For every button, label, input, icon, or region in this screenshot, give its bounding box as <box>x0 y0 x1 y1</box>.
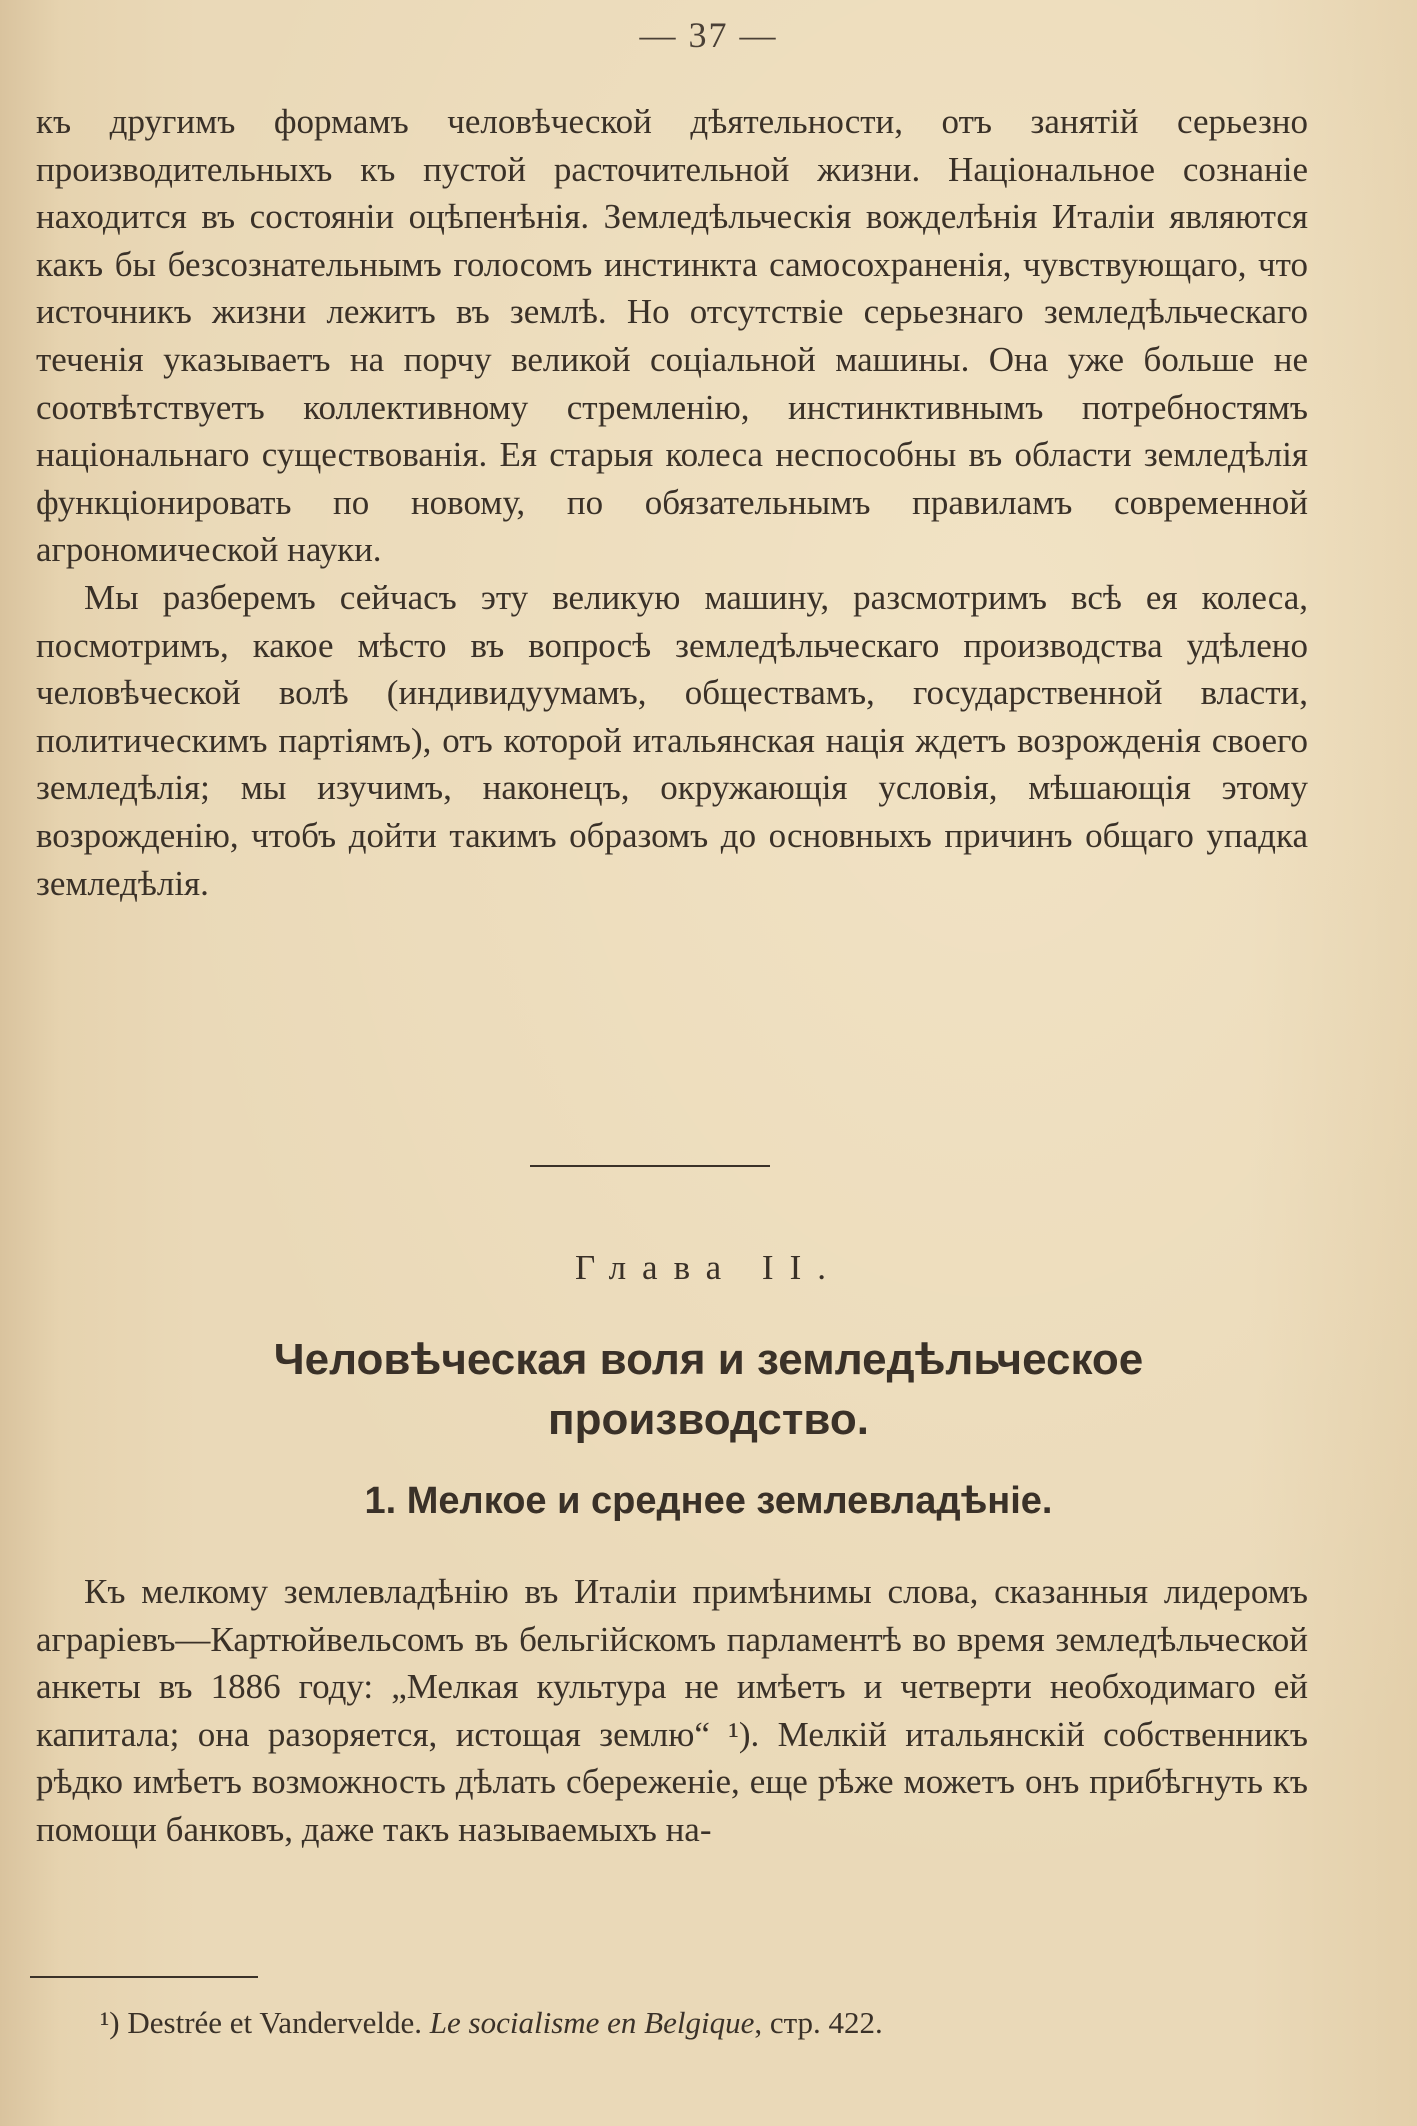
footnote-title: Le socialisme en Belgique <box>429 2005 755 2040</box>
page-number: — 37 — <box>639 15 778 55</box>
footnote-marker: ¹) <box>100 2005 120 2040</box>
chapter-title <box>0 1330 1417 1450</box>
footnote-divider <box>30 1976 258 1978</box>
footnote <box>100 2005 883 2041</box>
chapter-title-line: Человѣческая воля и земледѣльческое <box>273 1335 1144 1384</box>
paragraph: Къ мелкому землевладѣнію въ Италіи примѣнимы слова, сказанныя лидеромъ аграріевъ—Картюйвельсомъ въ бельгійскомъ парламентѣ во время земледѣльческой анкеты въ 1886 году: „Мелкая культура не имѣетъ и четверти необходимаго ей капитала; она разоряется, истощая землю“ ¹). Мелкій итальянскій собственникъ рѣдко имѣетъ возможность дѣлать сбереженіе, еще рѣже можетъ онъ прибѣгнуть къ помощи банковъ, даже такъ называемыхъ на- <box>36 1572 1308 1849</box>
chapter-label: Глава II. <box>574 1248 842 1287</box>
bottom-text-block <box>36 1568 1308 1854</box>
chapter-title-line: производство. <box>548 1395 869 1444</box>
footnote-authors: Destrée et Vandervelde. <box>127 2005 423 2040</box>
footnote-pages: , стр. 422. <box>754 2005 883 2040</box>
continued-paragraph: къ другимъ формамъ человѣческой дѣятельности, отъ занятій серьезно производительныхъ къ пустой расточительной жизни. Національное сознаніе находится въ состояніи оцѣпенѣнія. Земледѣльческія вожделѣнія Италіи являются какъ бы безсознательнымъ голосомъ инстинкта самосохраненія, чувствующаго, что источникъ жизни лежитъ въ землѣ. Но отсутствіе серьезнаго земледѣльческаго теченія указываетъ на порчу великой соціальной машины. Она уже больше не соотвѣтствуетъ коллективному стремленію, инстинктивнымъ потребностямъ національнаго существованія. Ея старыя колеса неспособны въ области земледѣлія функціонировать по новому, по обязательнымъ правиламъ современной агрономической науки. <box>36 102 1308 570</box>
top-text-block <box>36 98 1308 907</box>
section-divider <box>530 1165 770 1167</box>
section-title: 1. Мелкое и среднее землевладѣніе. <box>364 1480 1053 1522</box>
paragraph: Мы разберемъ сейчасъ эту великую машину, разсмотримъ всѣ ея колеса, посмотримъ, какое мѣсто въ вопросѣ земледѣльческаго производства удѣлено человѣческой волѣ (индивидуумамъ, обществамъ, государственной власти, политическимъ партіямъ), отъ которой итальянская нація ждетъ возрожденія своего земледѣлія; мы изучимъ, наконецъ, окружающія условія, мѣшающія этому возрожденію, чтобъ дойти такимъ образомъ до основныхъ причинъ общаго упадка земледѣлія. <box>36 577 1308 903</box>
